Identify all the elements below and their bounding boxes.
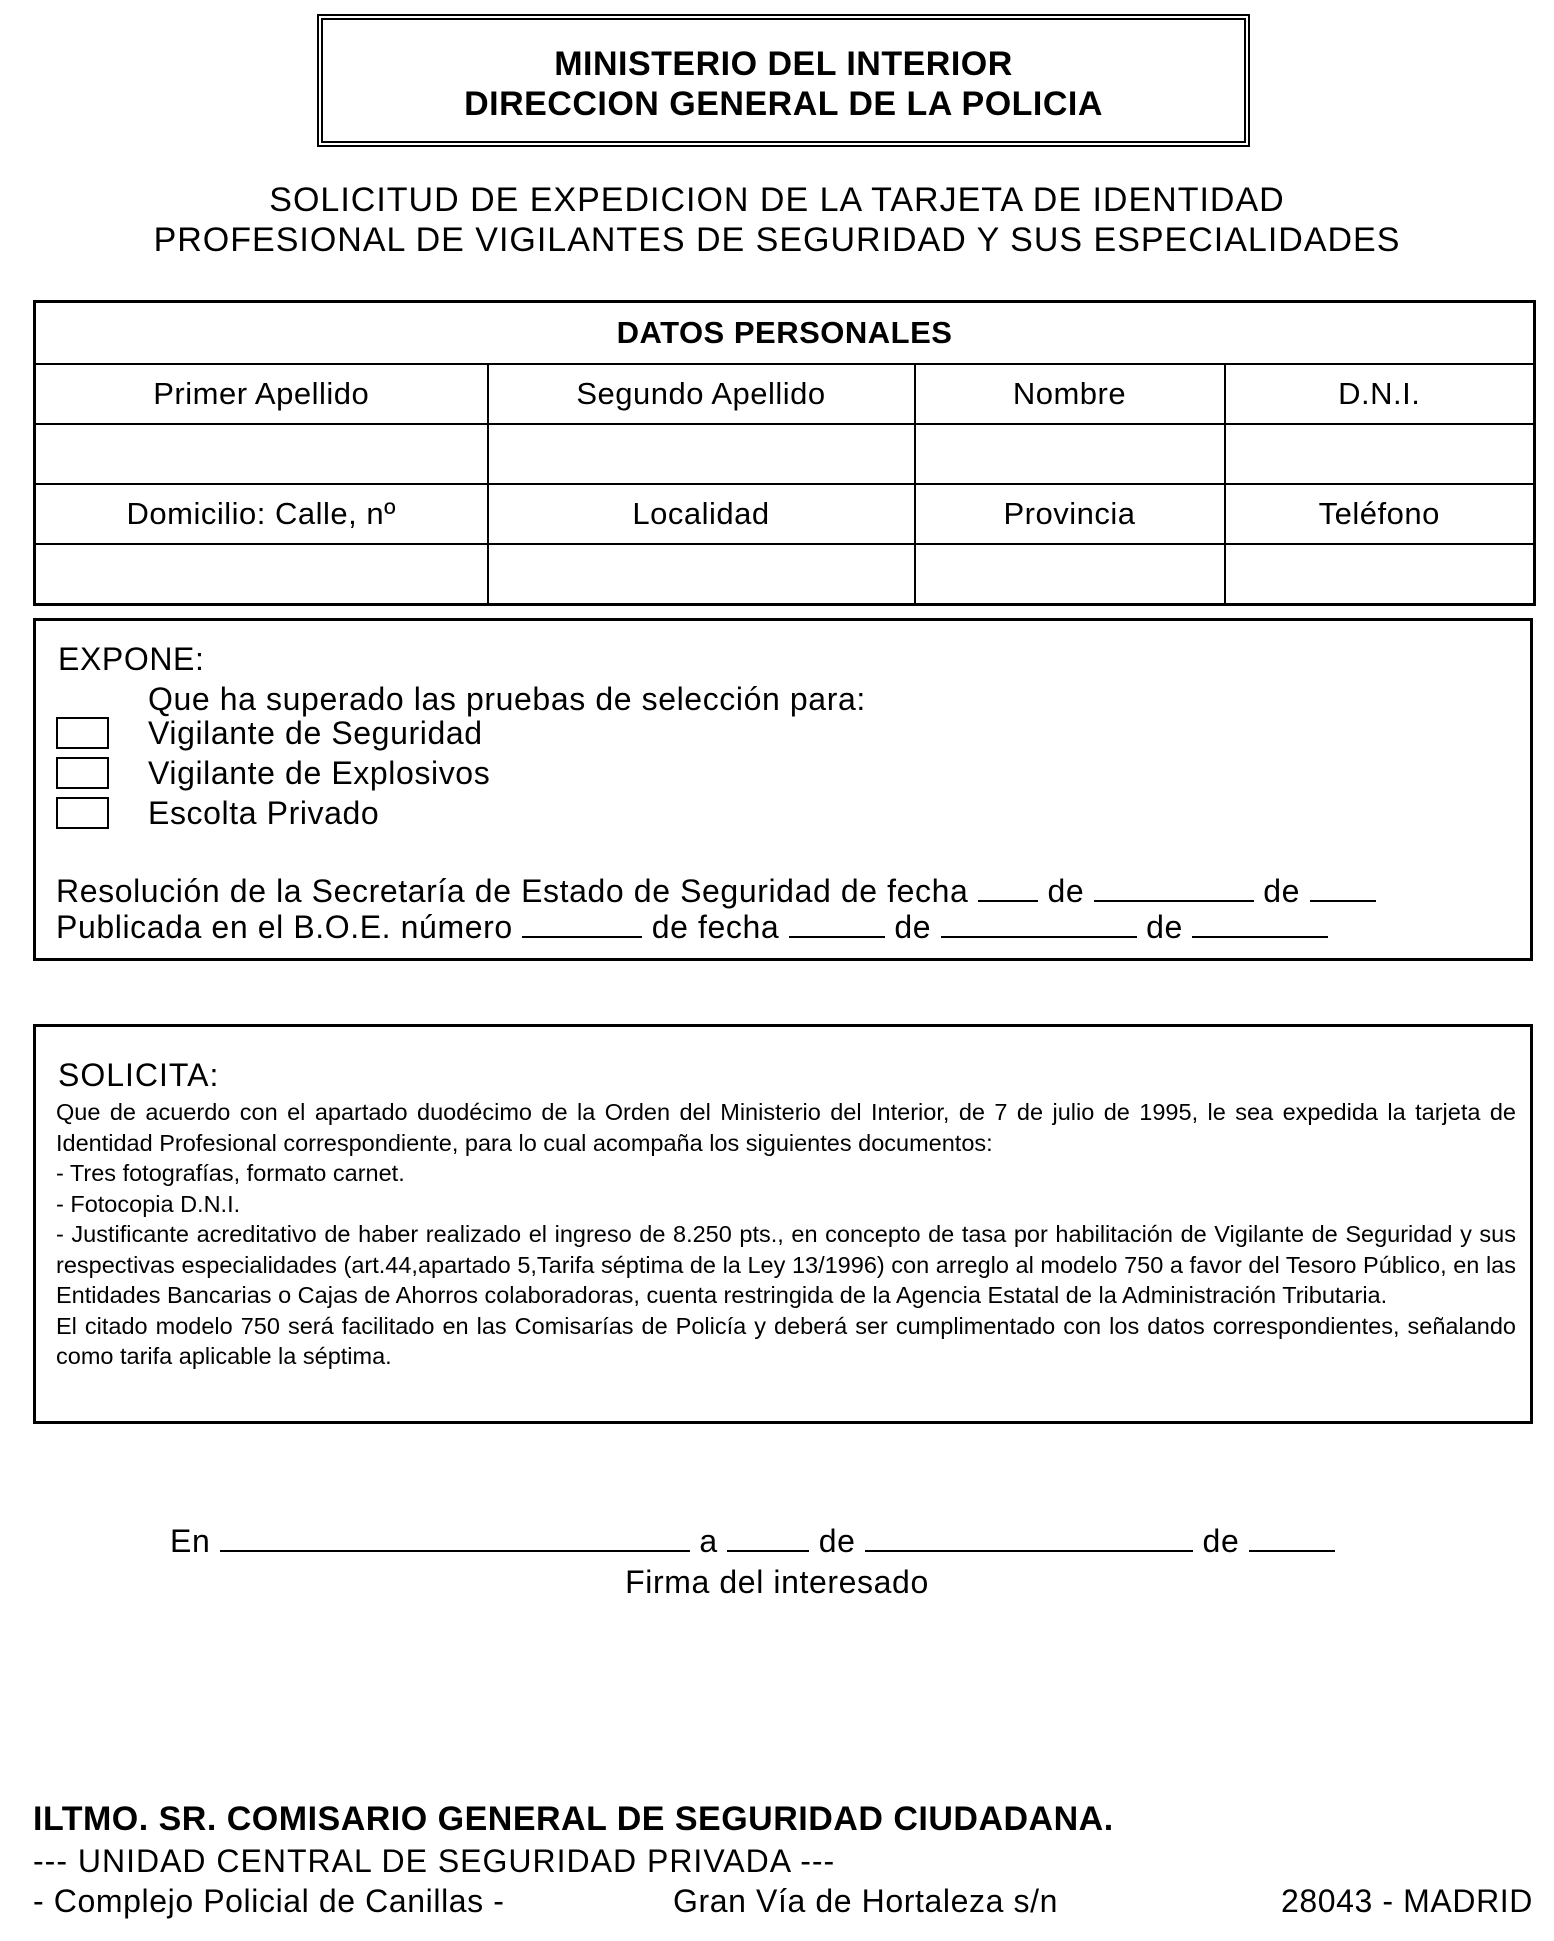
boe-line (56, 907, 1328, 947)
resolution-year-field[interactable] (1310, 872, 1376, 902)
date-de-label-2: de (1202, 1523, 1240, 1559)
resolution-de-2: de (1263, 873, 1301, 909)
resolution-day-field[interactable] (978, 872, 1038, 902)
header-dni: D.N.I. (1225, 364, 1535, 424)
expone-label: EXPONE: (58, 641, 205, 677)
checkbox-explosives-guard[interactable] (56, 757, 109, 789)
expone-section (33, 618, 1533, 961)
unit-name: --- UNIDAD CENTRAL DE SEGURIDAD PRIVADA --- (33, 1843, 836, 1879)
form-title-line2: PROFESIONAL DE VIGILANTES DE SEGURIDAD Y SUS ESPECIALIDADES (153, 221, 1401, 259)
resolution-line (56, 871, 1376, 911)
signature-label: Firma del interesado (625, 1564, 929, 1600)
resolution-month-field[interactable] (1094, 872, 1254, 902)
document-item-dni: - Fotocopia D.N.I. (56, 1190, 241, 1217)
boe-de-fecha: de fecha (651, 909, 780, 945)
option-explosives-guard: Vigilante de Explosivos (148, 755, 491, 791)
header-first-surname: Primer Apellido (35, 364, 488, 424)
personal-data-table (33, 300, 1536, 606)
street-address: Gran Vía de Hortaleza s/n (673, 1883, 1058, 1919)
addressee: ILTMO. SR. COMISARIO GENERAL DE SEGURIDAD CIUDADANA. (33, 1800, 1114, 1838)
place-en-label: En (170, 1523, 211, 1559)
resolution-de-1: de (1047, 873, 1085, 909)
place-date-line (170, 1522, 1335, 1560)
option-security-guard: Vigilante de Seguridad (148, 715, 483, 751)
header-name: Nombre (915, 364, 1225, 424)
dni-field[interactable] (1225, 424, 1535, 484)
boe-month-field[interactable] (941, 908, 1137, 938)
header-province: Provincia (915, 484, 1225, 544)
locality-field[interactable] (488, 544, 915, 605)
boe-number-field[interactable] (522, 908, 642, 938)
year-field[interactable] (1249, 1522, 1335, 1552)
personal-data-title: DATOS PERSONALES (35, 302, 1535, 365)
boe-de-1: de (894, 909, 932, 945)
solicita-label: SOLICITA: (58, 1057, 220, 1093)
solicita-paragraph-1: Que de acuerdo con el apartado duodécimo de la Orden del Ministerio del Interior, de 7 de julio de 1995, le sea expedida la tarjeta de Identidad Profesional correspondiente, para lo cual acompaña los siguientes documentos: (56, 1099, 1516, 1156)
header-address: Domicilio: Calle, nº (35, 484, 488, 544)
expone-intro: Que ha superado las pruebas de selección para: (148, 681, 866, 717)
address-field[interactable] (35, 544, 488, 605)
place-field[interactable] (220, 1522, 690, 1552)
day-field[interactable] (727, 1522, 809, 1552)
checkbox-security-guard[interactable] (56, 717, 109, 749)
second-surname-field[interactable] (488, 424, 915, 484)
boe-year-field[interactable] (1192, 908, 1328, 938)
month-field[interactable] (865, 1522, 1193, 1552)
boe-de-2: de (1146, 909, 1183, 945)
postal-city: 28043 - MADRID (1280, 1883, 1533, 1919)
form-title-line1: SOLICITUD DE EXPEDICION DE LA TARJETA DE IDENTIDAD (269, 181, 1285, 219)
option-private-escort: Escolta Privado (148, 795, 380, 831)
ministry-title: MINISTERIO DEL INTERIOR (554, 45, 1013, 83)
phone-field[interactable] (1225, 544, 1535, 605)
first-surname-field[interactable] (35, 424, 488, 484)
resolution-label: Resolución de la Secretaría de Estado de Seguridad de fecha (56, 873, 969, 909)
name-field[interactable] (915, 424, 1225, 484)
header-box (317, 14, 1250, 147)
header-second-surname: Segundo Apellido (488, 364, 915, 424)
header-phone: Teléfono (1225, 484, 1535, 544)
boe-label: Publicada en el B.O.E. número (56, 909, 513, 945)
checkbox-private-escort[interactable] (56, 797, 109, 829)
header-locality: Localidad (488, 484, 915, 544)
date-de-label-1: de (818, 1523, 856, 1559)
date-a-label: a (699, 1523, 718, 1559)
boe-day-field[interactable] (789, 908, 885, 938)
solicita-body (56, 1097, 1516, 1372)
province-field[interactable] (915, 544, 1225, 605)
directorate-title: DIRECCION GENERAL DE LA POLICIA (464, 85, 1103, 123)
complex-name: - Complejo Policial de Canillas - (33, 1883, 505, 1919)
document-item-fee: - Justificante acreditativo de haber realizado el ingreso de 8.250 pts., en concepto de tasa por habilitación de Vigilante de Seguridad y sus respectivas especialidades (art.44,apartado 5,Tarifa séptima de la Ley 13/1996) con arreglo al modelo 750 a favor del Tesoro Público, en las Entidades Bancarias o Cajas de Ahorros colaboradoras, cuenta restringida de la Agencia Estatal de la Administración Tributaria. (56, 1221, 1516, 1308)
solicita-paragraph-2: El citado modelo 750 será facilitado en las Comisarías de Policía y deberá ser cumplimentado con los datos correspondientes, señalando como tarifa aplicable la séptima. (56, 1312, 1516, 1369)
solicita-section (33, 1024, 1533, 1424)
form-title (0, 180, 1554, 260)
document-item-photos: - Tres fotografías, formato carnet. (56, 1160, 405, 1186)
